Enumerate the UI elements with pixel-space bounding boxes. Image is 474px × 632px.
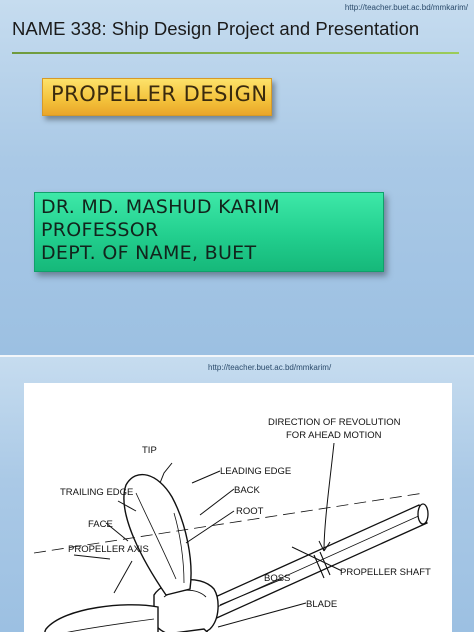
label-direction-1: DIRECTION OF REVOLUTION — [268, 417, 401, 428]
label-blade: BLADE — [306, 599, 338, 610]
label-back: BACK — [234, 485, 260, 496]
label-tip: TIP — [142, 445, 157, 456]
author-role: PROFESSOR — [41, 219, 159, 241]
diagram-slide — [0, 357, 474, 632]
propeller-diagram — [24, 383, 452, 632]
label-leading-edge: LEADING EDGE — [220, 466, 292, 477]
label-propeller-shaft: PROPELLER SHAFT — [340, 567, 431, 578]
label-root: ROOT — [236, 506, 264, 517]
label-trailing-edge: TRAILING EDGE — [60, 487, 134, 498]
topic-box — [42, 78, 272, 116]
topic-title: PROPELLER DESIGN — [51, 82, 268, 106]
label-propeller-axis: PROPELLER AXIS — [68, 544, 149, 555]
source-url: http://teacher.buet.ac.bd/mmkarim/ — [344, 3, 468, 12]
label-boss: BOSS — [264, 573, 291, 584]
course-title: NAME 338: Ship Design Project and Presentation — [12, 18, 420, 39]
source-url: http://teacher.buet.ac.bd/mmkarim/ — [208, 363, 332, 372]
author-box — [34, 192, 384, 272]
label-face: FACE — [88, 519, 113, 530]
title-underline — [12, 52, 459, 54]
propeller-drawing — [24, 383, 452, 632]
author-dept: DEPT. OF NAME, BUET — [41, 242, 257, 264]
label-direction-2: FOR AHEAD MOTION — [286, 430, 382, 441]
author-name: DR. MD. MASHUD KARIM — [41, 196, 280, 218]
